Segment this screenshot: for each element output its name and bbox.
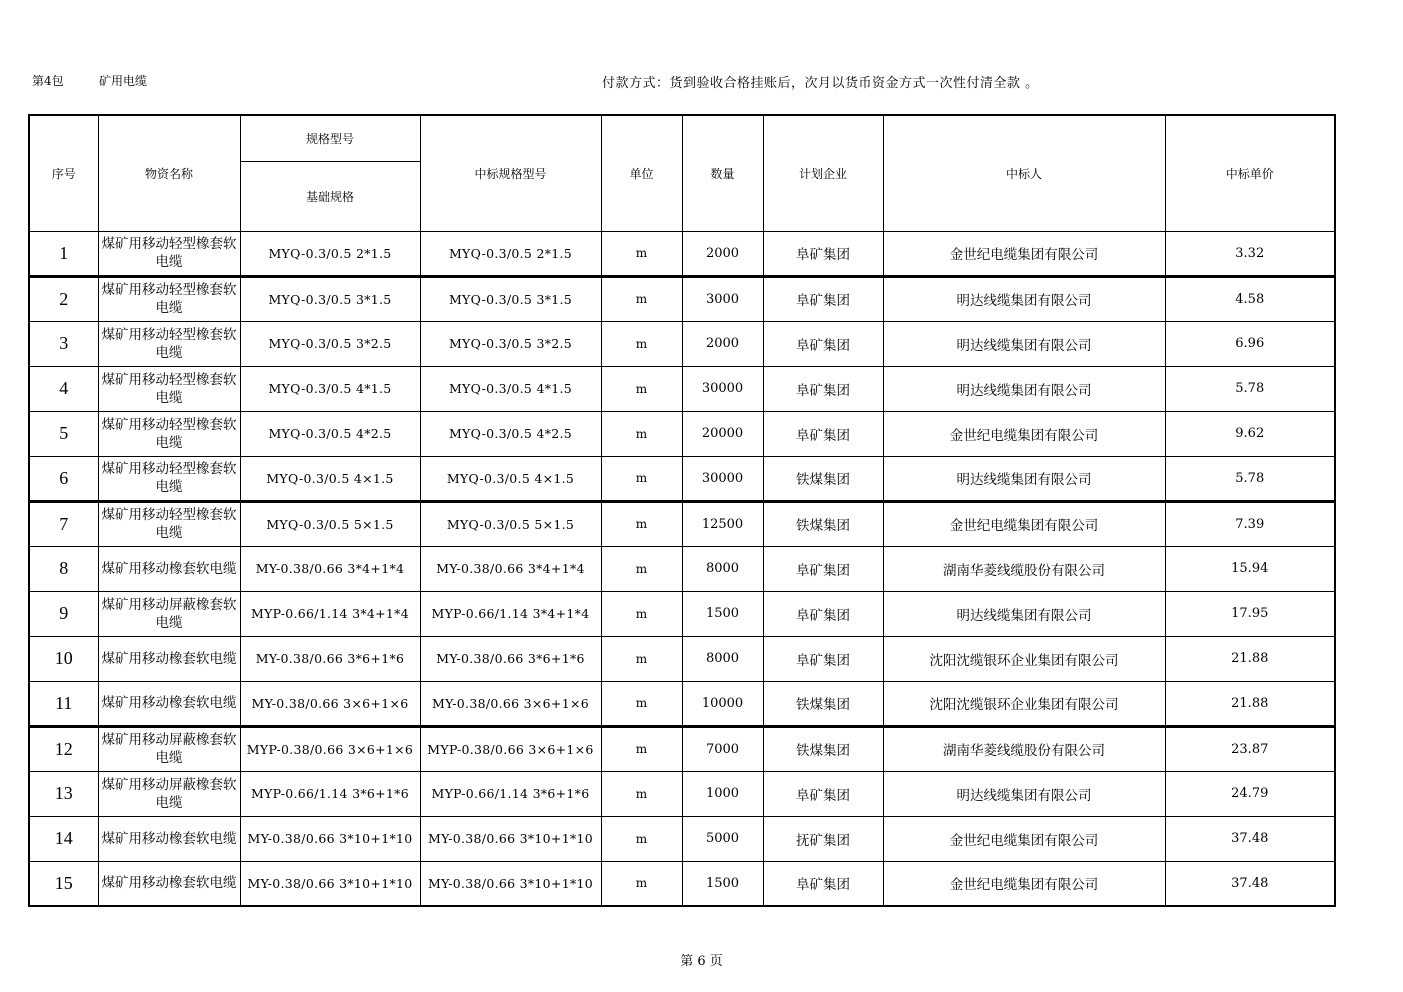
- row-spec: MY-0.38/0.66 3*6+1*6: [240, 636, 420, 681]
- row-win-spec: MYP-0.66/1.14 3*6+1*6: [420, 771, 601, 816]
- col-header-winner: 中标人: [883, 115, 1165, 231]
- row-win-spec: MYQ-0.3/0.5 4*2.5: [420, 411, 601, 456]
- table-row: [29, 321, 1335, 366]
- row-seq: 2: [29, 276, 98, 321]
- row-name: 煤矿用移动轻型橡套软电缆: [98, 456, 240, 501]
- row-win-spec: MYQ-0.3/0.5 3*1.5: [420, 276, 601, 321]
- row-enterprise: 阜矿集团: [763, 411, 883, 456]
- row-unit: m: [601, 591, 682, 636]
- row-winner: 湖南华菱线缆股份有限公司: [883, 726, 1165, 771]
- row-winner: 沈阳沈缆银环企业集团有限公司: [883, 636, 1165, 681]
- row-price: 5.78: [1165, 366, 1335, 411]
- row-spec: MYP-0.66/1.14 3*4+1*4: [240, 591, 420, 636]
- row-seq: 9: [29, 591, 98, 636]
- row-enterprise: 铁煤集团: [763, 681, 883, 726]
- row-seq: 12: [29, 726, 98, 771]
- row-enterprise: 阜矿集团: [763, 276, 883, 321]
- bid-results-table: [28, 114, 1336, 907]
- row-spec: MYQ-0.3/0.5 4*2.5: [240, 411, 420, 456]
- row-spec: MY-0.38/0.66 3*4+1*4: [240, 546, 420, 591]
- row-win-spec: MYQ-0.3/0.5 4×1.5: [420, 456, 601, 501]
- row-name: 煤矿用移动轻型橡套软电缆: [98, 366, 240, 411]
- package-label: 第4包: [32, 74, 64, 88]
- table-row: [29, 231, 1335, 276]
- table-row: [29, 546, 1335, 591]
- row-win-spec: MYP-0.66/1.14 3*4+1*4: [420, 591, 601, 636]
- row-enterprise: 阜矿集团: [763, 591, 883, 636]
- row-winner: 明达线缆集团有限公司: [883, 321, 1165, 366]
- row-unit: m: [601, 861, 682, 906]
- row-enterprise: 抚矿集团: [763, 816, 883, 861]
- row-win-spec: MY-0.38/0.66 3*4+1*4: [420, 546, 601, 591]
- row-spec: MY-0.38/0.66 3*10+1*10: [240, 816, 420, 861]
- row-seq: 11: [29, 681, 98, 726]
- row-name: 煤矿用移动轻型橡套软电缆: [98, 321, 240, 366]
- row-winner: 明达线缆集团有限公司: [883, 771, 1165, 816]
- row-enterprise: 阜矿集团: [763, 321, 883, 366]
- row-qty: 20000: [682, 411, 763, 456]
- row-spec: MYQ-0.3/0.5 3*1.5: [240, 276, 420, 321]
- row-winner: 金世纪电缆集团有限公司: [883, 411, 1165, 456]
- row-qty: 3000: [682, 276, 763, 321]
- table-row: [29, 816, 1335, 861]
- row-qty: 1500: [682, 861, 763, 906]
- table-row: [29, 771, 1335, 816]
- row-unit: m: [601, 366, 682, 411]
- row-win-spec: MYQ-0.3/0.5 3*2.5: [420, 321, 601, 366]
- row-name: 煤矿用移动屏蔽橡套软电缆: [98, 726, 240, 771]
- row-unit: m: [601, 546, 682, 591]
- row-price: 21.88: [1165, 636, 1335, 681]
- row-win-spec: MY-0.38/0.66 3*10+1*10: [420, 861, 601, 906]
- row-price: 9.62: [1165, 411, 1335, 456]
- row-name: 煤矿用移动橡套软电缆: [98, 546, 240, 591]
- row-win-spec: MY-0.38/0.66 3*10+1*10: [420, 816, 601, 861]
- table-row: [29, 636, 1335, 681]
- row-price: 7.39: [1165, 501, 1335, 546]
- col-header-spec: 规格型号: [240, 115, 420, 161]
- col-header-win-spec: 中标规格型号: [420, 115, 601, 231]
- row-qty: 8000: [682, 636, 763, 681]
- col-header-price: 中标单价: [1165, 115, 1335, 231]
- row-unit: m: [601, 726, 682, 771]
- row-price: 3.32: [1165, 231, 1335, 276]
- row-seq: 3: [29, 321, 98, 366]
- row-price: 15.94: [1165, 546, 1335, 591]
- row-price: 21.88: [1165, 681, 1335, 726]
- table-row: [29, 861, 1335, 906]
- row-win-spec: MYQ-0.3/0.5 5×1.5: [420, 501, 601, 546]
- row-qty: 8000: [682, 546, 763, 591]
- row-spec: MYQ-0.3/0.5 4*1.5: [240, 366, 420, 411]
- col-header-enterprise: 计划企业: [763, 115, 883, 231]
- row-seq: 4: [29, 366, 98, 411]
- row-seq: 7: [29, 501, 98, 546]
- row-qty: 30000: [682, 366, 763, 411]
- row-qty: 7000: [682, 726, 763, 771]
- table-row: [29, 681, 1335, 726]
- col-header-qty: 数量: [682, 115, 763, 231]
- row-name: 煤矿用移动橡套软电缆: [98, 861, 240, 906]
- row-enterprise: 阜矿集团: [763, 636, 883, 681]
- col-header-spec-base: 基础规格: [240, 161, 420, 231]
- row-qty: 5000: [682, 816, 763, 861]
- row-unit: m: [601, 276, 682, 321]
- row-name: 煤矿用移动橡套软电缆: [98, 681, 240, 726]
- row-name: 煤矿用移动轻型橡套软电缆: [98, 231, 240, 276]
- row-spec: MYP-0.66/1.14 3*6+1*6: [240, 771, 420, 816]
- row-win-spec: MYP-0.38/0.66 3×6+1×6: [420, 726, 601, 771]
- row-spec: MYQ-0.3/0.5 2*1.5: [240, 231, 420, 276]
- row-win-spec: MY-0.38/0.66 3×6+1×6: [420, 681, 601, 726]
- row-spec: MYQ-0.3/0.5 3*2.5: [240, 321, 420, 366]
- row-price: 17.95: [1165, 591, 1335, 636]
- row-winner: 金世纪电缆集团有限公司: [883, 231, 1165, 276]
- row-enterprise: 铁煤集团: [763, 501, 883, 546]
- row-name: 煤矿用移动屏蔽橡套软电缆: [98, 591, 240, 636]
- row-unit: m: [601, 231, 682, 276]
- row-winner: 沈阳沈缆银环企业集团有限公司: [883, 681, 1165, 726]
- row-seq: 6: [29, 456, 98, 501]
- table-row: [29, 276, 1335, 321]
- row-spec: MYQ-0.3/0.5 4×1.5: [240, 456, 420, 501]
- row-seq: 5: [29, 411, 98, 456]
- row-price: 37.48: [1165, 861, 1335, 906]
- row-name: 煤矿用移动轻型橡套软电缆: [98, 276, 240, 321]
- row-enterprise: 阜矿集团: [763, 546, 883, 591]
- row-spec: MYQ-0.3/0.5 5×1.5: [240, 501, 420, 546]
- row-qty: 10000: [682, 681, 763, 726]
- row-seq: 1: [29, 231, 98, 276]
- row-unit: m: [601, 681, 682, 726]
- table-row: [29, 411, 1335, 456]
- row-spec: MY-0.38/0.66 3×6+1×6: [240, 681, 420, 726]
- row-price: 6.96: [1165, 321, 1335, 366]
- row-qty: 2000: [682, 231, 763, 276]
- row-seq: 15: [29, 861, 98, 906]
- row-win-spec: MYQ-0.3/0.5 4*1.5: [420, 366, 601, 411]
- row-enterprise: 阜矿集团: [763, 861, 883, 906]
- row-unit: m: [601, 456, 682, 501]
- row-unit: m: [601, 321, 682, 366]
- table-row: [29, 591, 1335, 636]
- row-price: 4.58: [1165, 276, 1335, 321]
- row-qty: 2000: [682, 321, 763, 366]
- table-row: [29, 456, 1335, 501]
- row-seq: 13: [29, 771, 98, 816]
- row-win-spec: MYQ-0.3/0.5 2*1.5: [420, 231, 601, 276]
- header-row: [29, 115, 1335, 161]
- row-qty: 1500: [682, 591, 763, 636]
- row-enterprise: 阜矿集团: [763, 366, 883, 411]
- row-winner: 金世纪电缆集团有限公司: [883, 501, 1165, 546]
- page-number: 第 6 页: [680, 954, 723, 969]
- row-seq: 8: [29, 546, 98, 591]
- row-winner: 明达线缆集团有限公司: [883, 276, 1165, 321]
- row-winner: 金世纪电缆集团有限公司: [883, 816, 1165, 861]
- row-winner: 金世纪电缆集团有限公司: [883, 861, 1165, 906]
- row-qty: 12500: [682, 501, 763, 546]
- row-unit: m: [601, 771, 682, 816]
- table-row: [29, 366, 1335, 411]
- category-label: 矿用电缆: [99, 74, 148, 88]
- row-winner: 明达线缆集团有限公司: [883, 456, 1165, 501]
- row-name: 煤矿用移动橡套软电缆: [98, 636, 240, 681]
- table-row: [29, 726, 1335, 771]
- table-row: [29, 501, 1335, 546]
- row-spec: MYP-0.38/0.66 3×6+1×6: [240, 726, 420, 771]
- row-name: 煤矿用移动轻型橡套软电缆: [98, 411, 240, 456]
- payment-terms: 付款方式：货到验收合格挂账后，次月以货币资金方式一次性付清全款 。: [602, 76, 1039, 91]
- row-enterprise: 阜矿集团: [763, 771, 883, 816]
- col-header-unit: 单位: [601, 115, 682, 231]
- row-qty: 1000: [682, 771, 763, 816]
- row-win-spec: MY-0.38/0.66 3*6+1*6: [420, 636, 601, 681]
- row-winner: 湖南华菱线缆股份有限公司: [883, 546, 1165, 591]
- row-enterprise: 铁煤集团: [763, 726, 883, 771]
- col-header-seq: 序号: [29, 115, 98, 231]
- row-name: 煤矿用移动轻型橡套软电缆: [98, 501, 240, 546]
- row-qty: 30000: [682, 456, 763, 501]
- row-name: 煤矿用移动橡套软电缆: [98, 816, 240, 861]
- row-unit: m: [601, 501, 682, 546]
- col-header-name: 物资名称: [98, 115, 240, 231]
- row-seq: 10: [29, 636, 98, 681]
- row-price: 37.48: [1165, 816, 1335, 861]
- row-price: 5.78: [1165, 456, 1335, 501]
- row-unit: m: [601, 636, 682, 681]
- row-winner: 明达线缆集团有限公司: [883, 366, 1165, 411]
- row-name: 煤矿用移动屏蔽橡套软电缆: [98, 771, 240, 816]
- row-unit: m: [601, 816, 682, 861]
- row-enterprise: 阜矿集团: [763, 231, 883, 276]
- row-enterprise: 铁煤集团: [763, 456, 883, 501]
- row-price: 24.79: [1165, 771, 1335, 816]
- row-spec: MY-0.38/0.66 3*10+1*10: [240, 861, 420, 906]
- row-seq: 14: [29, 816, 98, 861]
- row-winner: 明达线缆集团有限公司: [883, 591, 1165, 636]
- row-price: 23.87: [1165, 726, 1335, 771]
- row-unit: m: [601, 411, 682, 456]
